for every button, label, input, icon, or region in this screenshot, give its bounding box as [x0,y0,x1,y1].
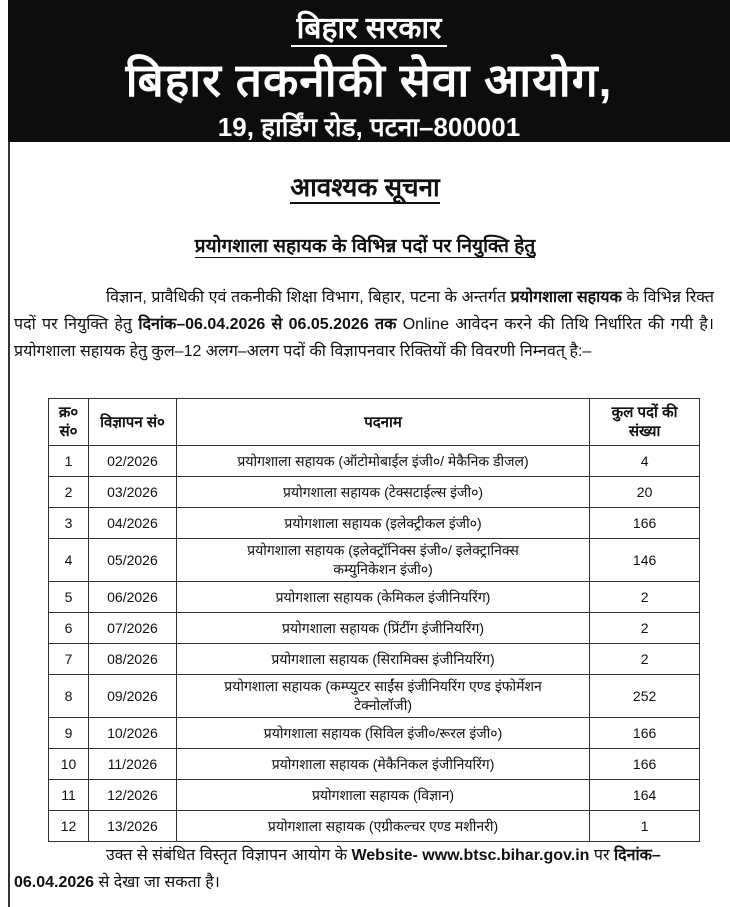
cell-count: 166 [590,718,700,749]
table-row [49,749,700,780]
cell-post: प्रयोगशाला सहायक (टेक्सटाईल्स इंजी०) [176,477,589,508]
table-row [49,811,700,842]
cell-adv-no: 07/2026 [88,613,176,644]
cell-adv-no: 09/2026 [88,675,176,718]
table-row [49,477,700,508]
table-row [49,675,700,718]
table-row [49,780,700,811]
header-adv-no: विज्ञापन सं० [88,399,176,446]
cell-post: प्रयोगशाला सहायक (प्रिंटींग इंजीनियरिंग) [176,613,589,644]
cell-adv-no: 12/2026 [88,780,176,811]
cell-sn: 4 [49,539,89,582]
table-header-row [49,399,700,446]
cell-count: 1 [590,811,700,842]
cell-sn: 9 [49,718,89,749]
intro-paragraph [14,284,714,365]
header-post: पदनाम [176,399,589,446]
cell-post: प्रयोगशाला सहायक (ऑटोमोबाईल इंजी०/ मेकैनिक डीजल) [176,446,589,477]
cell-sn: 12 [49,811,89,842]
subject: प्रयोगशाला सहायक के विभिन्न पदों पर नियुक्ति हेतु [194,236,536,257]
cell-post: प्रयोगशाला सहायक (मेकैनिकल इंजीनियरिंग) [176,749,589,780]
cell-post: प्रयोगशाला सहायक (सिविल इंजी०/रूरल इंजी०) [176,718,589,749]
para-text: के विभिन्न रिक्त पदों पर नियुक्ति हेतु [14,289,715,333]
address: 19, हार्डिंग रोड, पटना–800001 [217,112,521,142]
cell-sn: 3 [49,508,89,539]
cell-adv-no: 05/2026 [88,539,176,582]
commission-name: बिहार तकनीकी सेवा आयोग, [125,54,613,106]
footer-text: पर [589,847,614,864]
cell-sn: 6 [49,613,89,644]
cell-count: 2 [590,613,700,644]
cell-sn: 7 [49,644,89,675]
cell-post: प्रयोगशाला सहायक (कम्प्युटर साईंस इंजीनियरिंग एण्ड इंफोर्मेशन टेक्नोलॉजी) [176,675,589,718]
cell-adv-no: 13/2026 [88,811,176,842]
vacancy-table [48,398,700,842]
table-row [49,446,700,477]
table-row [49,718,700,749]
para-text: विज्ञान, प्रावैधिकी एवं तकनीकी शिक्षा विभाग, बिहार, पटना के अन्तर्गत [106,289,511,306]
cell-adv-no: 10/2026 [88,718,176,749]
letterhead [8,0,730,142]
cell-adv-no: 03/2026 [88,477,176,508]
table-row [49,644,700,675]
cell-sn: 2 [49,477,89,508]
cell-adv-no: 11/2026 [88,749,176,780]
cell-count: 4 [590,446,700,477]
para-bold: प्रयोगशाला सहायक [510,289,622,306]
cell-post: प्रयोगशाला सहायक (विज्ञान) [176,780,589,811]
cell-sn: 5 [49,582,89,613]
footer-date: दिनांक–06.04.2026 [14,847,661,891]
cell-count: 164 [590,780,700,811]
footer-text: से देखा जा सकता है। [94,874,220,891]
table-row [49,539,700,582]
table-row [49,613,700,644]
cell-count: 2 [590,582,700,613]
cell-sn: 8 [49,675,89,718]
cell-sn: 1 [49,446,89,477]
para-text: Online आवेदन करने की तिथि निर्धारित की गयी है। प्रयोगशाला सहायक हेतु कुल–12 अलग–अलग पदों की विज्ञापनवार रिक्तियों की विवरणी निम्नवत् है:– [14,316,714,360]
table-row [49,508,700,539]
cell-adv-no: 06/2026 [88,582,176,613]
website-link[interactable]: Website- www.btsc.bihar.gov.in [351,847,590,864]
notice-title: आवश्यक सूचना [290,172,440,202]
table-row [49,582,700,613]
cell-sn: 10 [49,749,89,780]
footer-text: उक्त से संबंधित विस्तृत विज्ञापन आयोग के [106,847,352,864]
cell-adv-no: 04/2026 [88,508,176,539]
cell-count: 146 [590,539,700,582]
para-dates: दिनांक–06.04.2026 से 06.05.2026 तक [138,316,397,333]
cell-adv-no: 08/2026 [88,644,176,675]
footer-note [14,842,726,896]
cell-post: प्रयोगशाला सहायक (केमिकल इंजीनियरिंग) [176,582,589,613]
cell-sn: 11 [49,780,89,811]
cell-count: 166 [590,508,700,539]
cell-count: 166 [590,749,700,780]
cell-adv-no: 02/2026 [88,446,176,477]
cell-post: प्रयोगशाला सहायक (एग्रीकल्चर एण्ड मशीनरी) [176,811,589,842]
header-sn: क्र० सं० [49,399,89,446]
cell-post: प्रयोगशाला सहायक (इलेक्ट्रॉनिक्स इंजी०/ इलेक्ट्रानिक्स कम्युनिकेशन इंजी०) [176,539,589,582]
cell-post: प्रयोगशाला सहायक (सिरामिक्स इंजीनियरिंग) [176,644,589,675]
cell-count: 20 [590,477,700,508]
government-name: बिहार सरकार [291,12,448,47]
cell-count: 2 [590,644,700,675]
cell-count: 252 [590,675,700,718]
cell-post: प्रयोगशाला सहायक (इलेक्ट्रीकल इंजी०) [176,508,589,539]
header-count: कुल पदों की संख्या [590,399,700,446]
